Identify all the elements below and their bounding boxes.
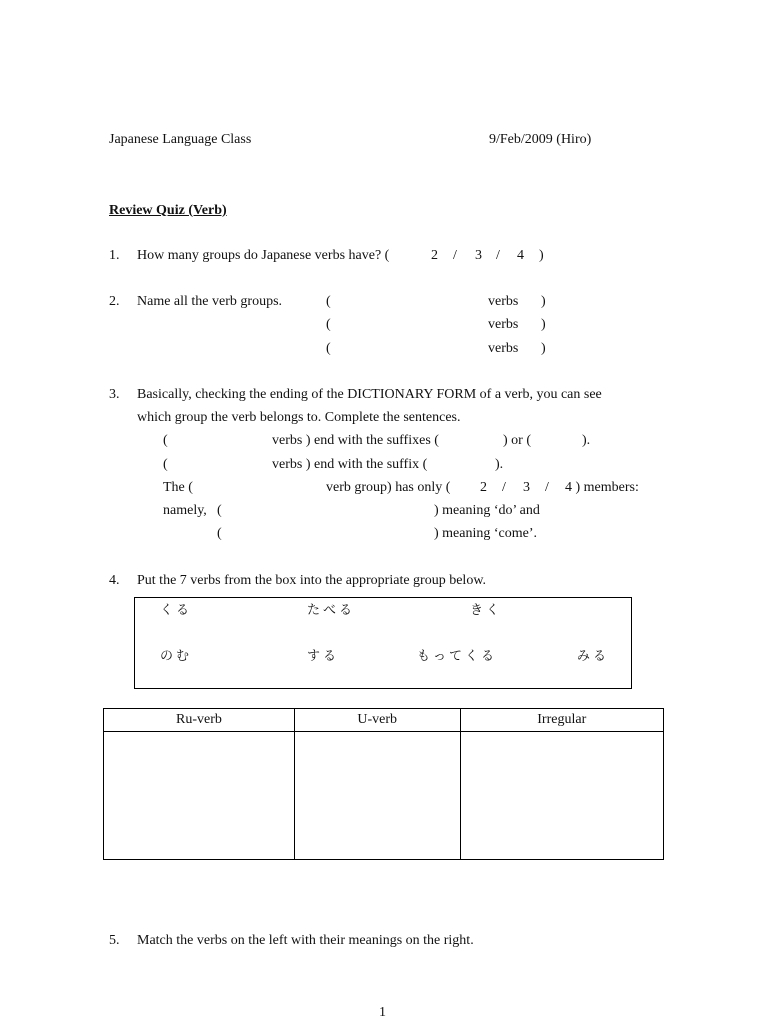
- blank-open: (: [217, 526, 222, 541]
- table-answer-row: [104, 732, 664, 860]
- blank-close: ): [541, 294, 546, 309]
- sentence-text: ) or (: [503, 433, 531, 448]
- blank-close: ): [541, 317, 546, 332]
- sentence-text: verb group) has only (: [326, 480, 451, 495]
- sentence-text: ) meaning ‘come’.: [434, 526, 538, 541]
- blank-open: (: [163, 457, 168, 472]
- separator: /: [453, 248, 457, 263]
- blank-open: (: [163, 433, 168, 448]
- sentence-text: The (: [163, 480, 193, 495]
- separator: /: [502, 480, 506, 495]
- option-2: 2: [480, 480, 487, 495]
- question-number: 2.: [109, 294, 120, 309]
- verb-item: する: [307, 649, 340, 664]
- verb-item: くる: [160, 603, 193, 618]
- question-number: 3.: [109, 387, 120, 402]
- option-4: 4 ) members:: [565, 480, 639, 495]
- verb-item: たべる: [307, 603, 356, 618]
- verb-box: [134, 597, 632, 689]
- blank-word: verbs: [488, 317, 519, 332]
- verb-item: きく: [470, 603, 503, 618]
- page-number: 1: [379, 1005, 386, 1020]
- question-number: 5.: [109, 933, 120, 948]
- verb-group-table: [103, 708, 664, 860]
- blank-open: (: [217, 503, 222, 518]
- blank-word: verbs: [488, 341, 519, 356]
- option-2: 2: [431, 248, 438, 263]
- sentence-text: ).: [582, 433, 591, 448]
- question-text: Match the verbs on the left with their meanings on the right.: [137, 933, 474, 948]
- table-header-row: [104, 709, 664, 732]
- sentence-text: verbs ) end with the suffixes (: [272, 433, 439, 448]
- question-text: Name all the verb groups.: [137, 294, 283, 309]
- ru-verb-answer-cell[interactable]: [104, 732, 295, 860]
- blank-open: (: [326, 341, 331, 356]
- question-text-line-1: Basically, checking the ending of the DICTIONARY FORM of a verb, you can see: [137, 387, 602, 402]
- u-verb-answer-cell[interactable]: [294, 732, 460, 860]
- option-3: 3: [523, 480, 530, 495]
- question-number: 1.: [109, 248, 120, 263]
- sentence-text: ) meaning ‘do’ and: [434, 503, 540, 518]
- sentence-text: ).: [495, 457, 504, 472]
- question-text: Put the 7 verbs from the box into the appropriate group below.: [137, 573, 487, 588]
- separator: /: [545, 480, 549, 495]
- date-author: 9/Feb/2009 (Hiro): [489, 132, 592, 147]
- blank-open: (: [326, 317, 331, 332]
- blank-close: ): [541, 341, 546, 356]
- column-header-irregular: Irregular: [460, 709, 664, 732]
- question-text-line-2: which group the verb belongs to. Complete the sentences.: [137, 410, 461, 425]
- quiz-title: Review Quiz (Verb): [109, 203, 227, 218]
- blank-open: (: [326, 294, 331, 309]
- sentence-text: verbs ) end with the suffix (: [272, 457, 428, 472]
- close-paren: ): [539, 248, 544, 263]
- column-header-ru-verb: Ru-verb: [104, 709, 295, 732]
- option-4: 4: [517, 248, 524, 263]
- option-3: 3: [475, 248, 482, 263]
- question-number: 4.: [109, 573, 120, 588]
- blank-word: verbs: [488, 294, 519, 309]
- sentence-text: namely,: [163, 503, 207, 518]
- verb-item: みる: [577, 649, 610, 664]
- column-header-u-verb: U-verb: [294, 709, 460, 732]
- question-text: How many groups do Japanese verbs have? (: [137, 248, 390, 263]
- verb-item: のむ: [160, 649, 193, 664]
- verb-item: もってくる: [417, 649, 498, 664]
- separator: /: [496, 248, 500, 263]
- irregular-answer-cell[interactable]: [460, 732, 664, 860]
- class-name: Japanese Language Class: [109, 132, 252, 147]
